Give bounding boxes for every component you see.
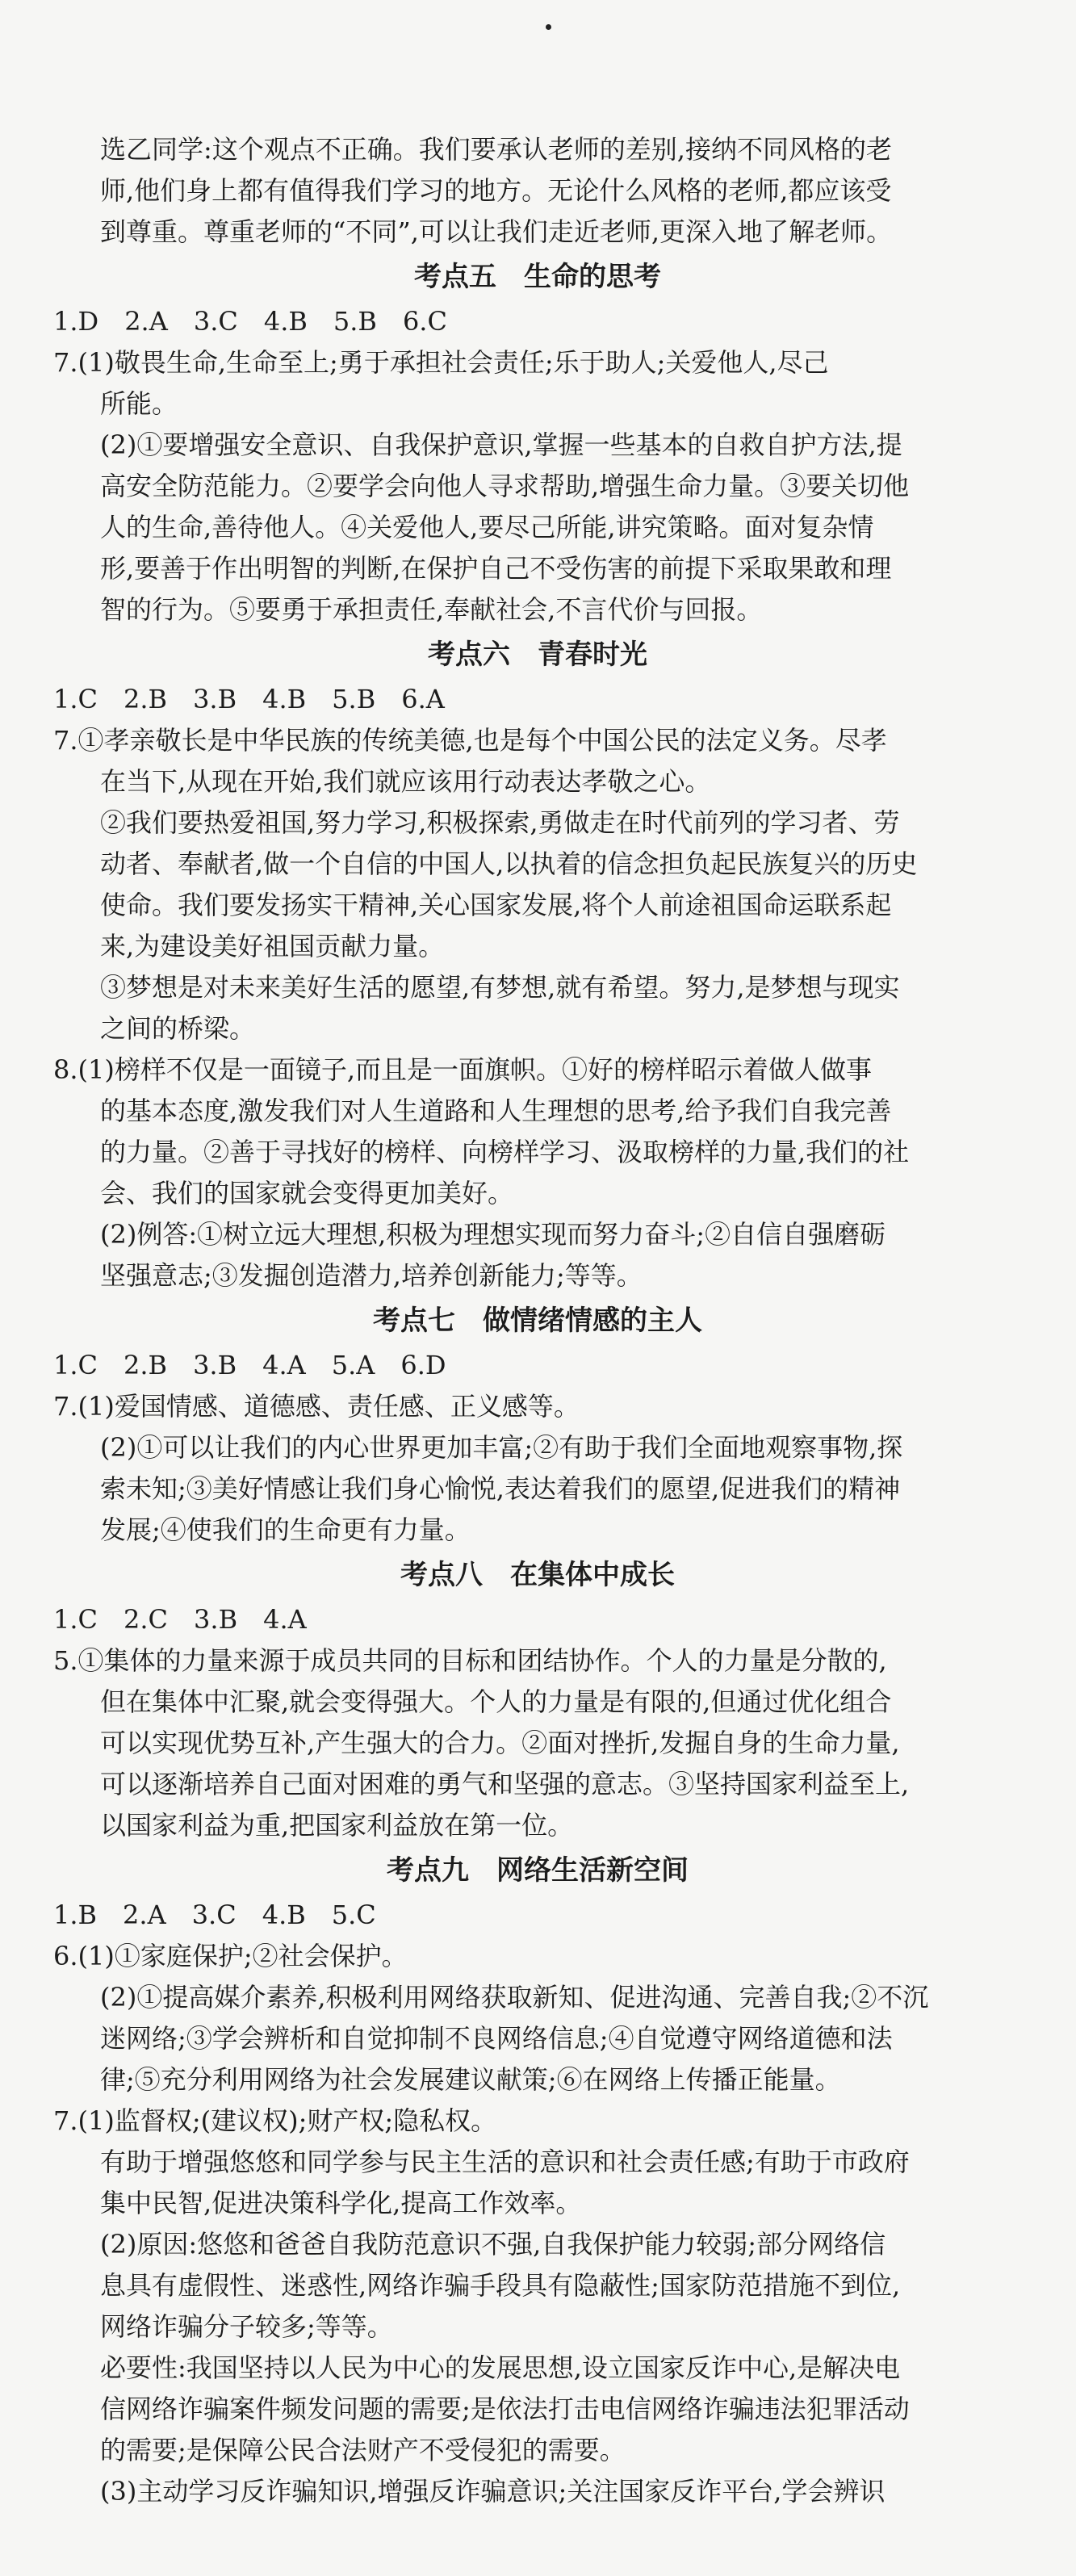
answer-line: 7.(1)敬畏生命,生命至上;勇于承担社会责任;乐于助人;关爱他人,尽己: [53, 347, 829, 378]
answer-line: 的力量。②善于寻找好的榜样、向榜样学习、汲取榜样的力量,我们的社: [100, 1137, 910, 1167]
answer-line: ②我们要热爱祖国,努力学习,积极探索,勇做走在时代前列的学习者、劳: [100, 807, 900, 838]
section-title: 考点九 网络生活新空间: [387, 1854, 689, 1887]
answer-line: 的需要;是保障公民合法财产不受侵犯的需要。: [100, 2435, 626, 2465]
section-title: 考点七 做情绪情感的主人: [373, 1305, 702, 1337]
answer-line: 以国家利益为重,把国家利益放在第一位。: [100, 1810, 574, 1841]
answer-line: 会、我们的国家就会变得更加美好。: [100, 1178, 514, 1208]
answer-line: 形,要善于作出明智的判断,在保护自己不受伤害的前提下采取果敢和理: [100, 553, 892, 584]
answer-line: (2)①要增强安全意识、自我保护意识,掌握一些基本的自救自护方法,提: [100, 429, 902, 460]
answer-line: 发展;④使我们的生命更有力量。: [100, 1514, 471, 1545]
answer-line: (2)例答:①树立远大理想,积极为理想实现而努力奋斗;②自信自强磨砺: [100, 1219, 886, 1250]
answer-line: 1.D 2.A 3.C 4.B 5.B 6.C: [53, 306, 447, 337]
answer-content: [53, 129, 1022, 2512]
answer-line: 5.①集体的力量来源于成员共同的目标和团结协作。个人的力量是分散的,: [53, 1645, 887, 1676]
answer-line: 6.(1)①家庭保护;②社会保护。: [53, 1941, 408, 1971]
answer-line: (2)①提高媒介素养,积极利用网络获取新知、促进沟通、完善自我;②不沉: [100, 1982, 929, 2013]
answer-line: 迷网络;③学会辨析和自觉抑制不良网络信息;④自觉遵守网络道德和法: [100, 2023, 893, 2054]
answer-line: 7.(1)监督权;(建议权);财产权;隐私权。: [53, 2105, 497, 2136]
answer-line: 1.C 2.C 3.B 4.A: [53, 1604, 307, 1635]
answer-line: 在当下,从现在开始,我们就应该用行动表达孝敬之心。: [100, 766, 711, 797]
answer-line: 7.①孝亲敬长是中华民族的传统美德,也是每个中国公民的法定义务。尽孝: [53, 725, 887, 756]
answer-line: 8.(1)榜样不仅是一面镜子,而且是一面旗帜。①好的榜样昭示着做人做事: [53, 1054, 873, 1085]
answer-line: (2)①可以让我们的内心世界更加丰富;②有助于我们全面地观察事物,探: [100, 1432, 903, 1463]
answer-line: 所能。: [100, 388, 178, 419]
intro-line: 到尊重。尊重老师的“不同”,可以让我们走近老师,更深入地了解老师。: [100, 216, 893, 247]
answer-line: 网络诈骗分子较多;等等。: [100, 2311, 393, 2342]
answer-line: 1.C 2.B 3.B 4.B 5.B 6.A: [53, 684, 445, 714]
answer-line: 坚强意志;③发掘创造潜力,培养创新能力;等等。: [100, 1260, 643, 1291]
answer-line: 使命。我们要发扬实干精神,关心国家发展,将个人前途祖国命运联系起: [100, 890, 892, 920]
answer-line: 但在集体中汇聚,就会变得强大。个人的力量是有限的,但通过优化组合: [100, 1686, 892, 1717]
answer-line: 集中民智,促进决策科学化,提高工作效率。: [100, 2188, 582, 2218]
section-title: 考点五 生命的思考: [414, 261, 661, 293]
answer-line: 信网络诈骗案件频发问题的需要;是依法打击电信网络诈骗违法犯罪活动: [100, 2394, 910, 2424]
intro-line: 选乙同学:这个观点不正确。我们要承认老师的差别,接纳不同风格的老: [100, 134, 892, 165]
answer-line: 来,为建设美好祖国贡献力量。: [100, 931, 445, 961]
answer-line: ③梦想是对未来美好生活的愿望,有梦想,就有希望。努力,是梦想与现实: [100, 972, 900, 1003]
answer-line: 的基本态度,激发我们对人生道路和人生理想的思考,给予我们自我完善: [100, 1095, 892, 1126]
answer-line: 可以逐渐培养自己面对困难的勇气和坚强的意志。③坚持国家利益至上,: [100, 1769, 910, 1799]
answer-line: 必要性:我国坚持以人民为中心的发展思想,设立国家反诈中心,是解决电: [100, 2352, 901, 2383]
section-title: 考点八 在集体中成长: [400, 1559, 675, 1591]
answer-line: 高安全防范能力。②要学会向他人寻求帮助,增强生命力量。③要关切他: [100, 471, 910, 501]
answer-line: 息具有虚假性、迷惑性,网络诈骗手段具有隐蔽性;国家防范措施不到位,: [100, 2270, 901, 2301]
answer-line: (3)主动学习反诈骗知识,增强反诈骗意识;关注国家反诈平台,学会辨识: [100, 2476, 886, 2507]
answer-line: (2)原因:悠悠和爸爸自我防范意识不强,自我保护能力较弱;部分网络信: [100, 2229, 886, 2260]
answer-line: 1.C 2.B 3.B 4.A 5.A 6.D: [53, 1350, 446, 1380]
answer-line: 可以实现优势互补,产生强大的合力。②面对挫折,发掘自身的生命力量,: [100, 1728, 900, 1758]
answer-line: 之间的桥梁。: [100, 1013, 256, 1044]
answer-line: 律;⑤充分利用网络为社会发展建议献策;⑥在网络上传播正能量。: [100, 2064, 841, 2095]
answer-line: 1.B 2.A 3.C 4.B 5.C: [53, 1900, 376, 1930]
intro-line: 师,他们身上都有值得我们学习的地方。无论什么风格的老师,都应该受: [100, 175, 892, 206]
answer-line: 人的生命,善待他人。④关爱他人,要尽己所能,讲究策略。面对复杂情: [100, 512, 874, 542]
answer-line: 7.(1)爱国情感、道德感、责任感、正义感等。: [53, 1391, 580, 1422]
answer-line: 有助于增强悠悠和同学参与民主生活的意识和社会责任感;有助于市政府: [100, 2147, 910, 2177]
answer-line: 动者、奉献者,做一个自信的中国人,以执着的信念担负起民族复兴的历史: [100, 848, 918, 879]
answer-line: 智的行为。⑤要勇于承担责任,奉献社会,不言代价与回报。: [100, 594, 763, 625]
page-dot: [546, 24, 551, 30]
section-title: 考点六 青春时光: [428, 639, 647, 671]
answer-line: 索未知;③美好情感让我们身心愉悦,表达着我们的愿望,促进我们的精神: [100, 1473, 901, 1504]
